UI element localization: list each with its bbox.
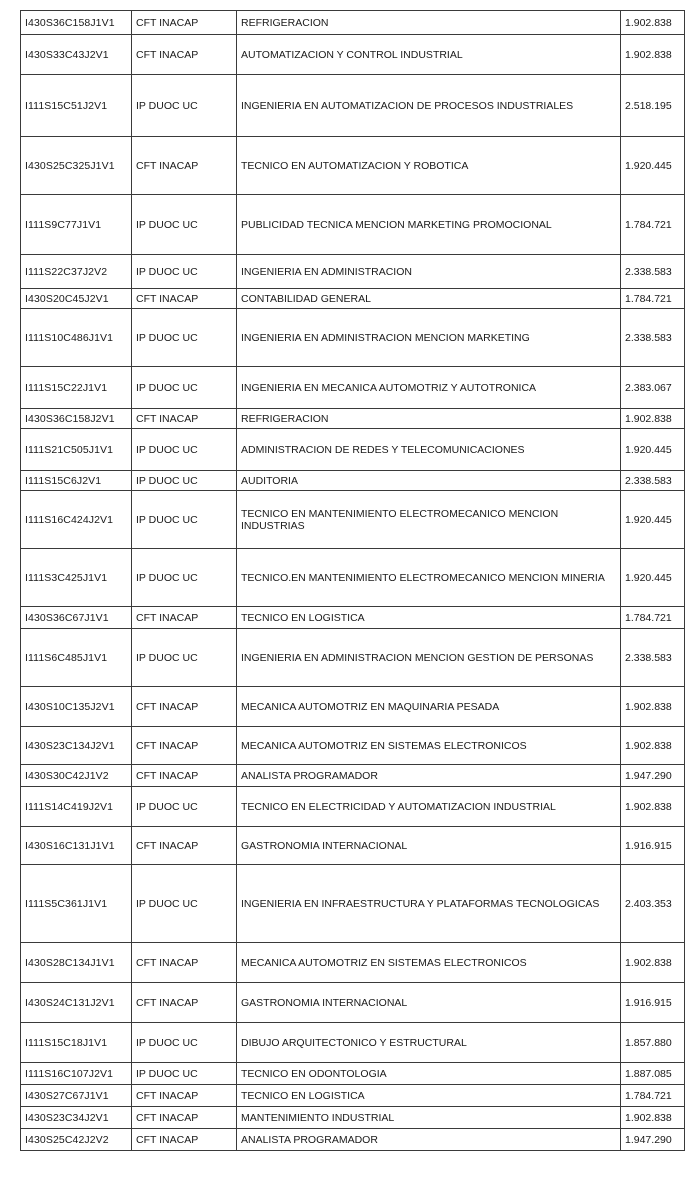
institution: CFT INACAP bbox=[132, 35, 237, 75]
program-code: I430S28C134J1V1 bbox=[21, 943, 132, 983]
institution: IP DUOC UC bbox=[132, 75, 237, 137]
program-name: TECNICO EN LOGISTICA bbox=[237, 607, 621, 629]
program-name: INGENIERIA EN ADMINISTRACION bbox=[237, 255, 621, 289]
institution: IP DUOC UC bbox=[132, 629, 237, 687]
table-row bbox=[21, 1107, 685, 1129]
table-row bbox=[21, 787, 685, 827]
table-row bbox=[21, 429, 685, 471]
table-row bbox=[21, 35, 685, 75]
institution: CFT INACAP bbox=[132, 1085, 237, 1107]
program-name: ADMINISTRACION DE REDES Y TELECOMUNICACIONES bbox=[237, 429, 621, 471]
program-name: PUBLICIDAD TECNICA MENCION MARKETING PROMOCIONAL bbox=[237, 195, 621, 255]
institution: CFT INACAP bbox=[132, 727, 237, 765]
program-value: 2.518.195 bbox=[621, 75, 685, 137]
table-row bbox=[21, 1063, 685, 1085]
program-value: 1.902.838 bbox=[621, 787, 685, 827]
program-value: 1.947.290 bbox=[621, 1129, 685, 1151]
program-code: I111S15C22J1V1 bbox=[21, 367, 132, 409]
program-value: 1.920.445 bbox=[621, 137, 685, 195]
institution: IP DUOC UC bbox=[132, 255, 237, 289]
institution: CFT INACAP bbox=[132, 607, 237, 629]
program-code: I111S9C77J1V1 bbox=[21, 195, 132, 255]
table-row bbox=[21, 1023, 685, 1063]
institution: IP DUOC UC bbox=[132, 195, 237, 255]
table-row bbox=[21, 1129, 685, 1151]
program-value: 1.920.445 bbox=[621, 429, 685, 471]
program-name: MECANICA AUTOMOTRIZ EN SISTEMAS ELECTRONICOS bbox=[237, 943, 621, 983]
program-value: 2.403.353 bbox=[621, 865, 685, 943]
program-code: I111S21C505J1V1 bbox=[21, 429, 132, 471]
program-code: I111S10C486J1V1 bbox=[21, 309, 132, 367]
program-code: I430S30C42J1V2 bbox=[21, 765, 132, 787]
program-table bbox=[20, 10, 685, 1151]
program-name: DIBUJO ARQUITECTONICO Y ESTRUCTURAL bbox=[237, 1023, 621, 1063]
program-value: 1.784.721 bbox=[621, 1085, 685, 1107]
program-name: REFRIGERACION bbox=[237, 11, 621, 35]
program-name: TECNICO EN ODONTOLOGIA bbox=[237, 1063, 621, 1085]
program-code: I430S27C67J1V1 bbox=[21, 1085, 132, 1107]
table-row bbox=[21, 309, 685, 367]
program-value: 1.784.721 bbox=[621, 289, 685, 309]
program-name: INGENIERIA EN ADMINISTRACION MENCION GESTION DE PERSONAS bbox=[237, 629, 621, 687]
program-value: 2.383.067 bbox=[621, 367, 685, 409]
program-name: GASTRONOMIA INTERNACIONAL bbox=[237, 983, 621, 1023]
program-code: I430S23C34J2V1 bbox=[21, 1107, 132, 1129]
program-value: 1.902.838 bbox=[621, 1107, 685, 1129]
table-row bbox=[21, 549, 685, 607]
program-code: I430S20C45J2V1 bbox=[21, 289, 132, 309]
program-code: I430S36C158J2V1 bbox=[21, 409, 132, 429]
table-row bbox=[21, 195, 685, 255]
program-code: I430S25C325J1V1 bbox=[21, 137, 132, 195]
institution: IP DUOC UC bbox=[132, 471, 237, 491]
program-name: ANALISTA PROGRAMADOR bbox=[237, 1129, 621, 1151]
program-name: AUDITORIA bbox=[237, 471, 621, 491]
table-row bbox=[21, 11, 685, 35]
program-value: 1.947.290 bbox=[621, 765, 685, 787]
program-value: 1.902.838 bbox=[621, 35, 685, 75]
institution: IP DUOC UC bbox=[132, 491, 237, 549]
program-name: TECNICO EN LOGISTICA bbox=[237, 1085, 621, 1107]
institution: IP DUOC UC bbox=[132, 367, 237, 409]
program-value: 2.338.583 bbox=[621, 309, 685, 367]
table-row bbox=[21, 137, 685, 195]
program-name: INGENIERIA EN ADMINISTRACION MENCION MARKETING bbox=[237, 309, 621, 367]
table-row bbox=[21, 687, 685, 727]
table-row bbox=[21, 409, 685, 429]
table-row bbox=[21, 827, 685, 865]
table-row bbox=[21, 367, 685, 409]
program-value: 1.920.445 bbox=[621, 491, 685, 549]
institution: CFT INACAP bbox=[132, 983, 237, 1023]
program-code: I430S24C131J2V1 bbox=[21, 983, 132, 1023]
institution: CFT INACAP bbox=[132, 11, 237, 35]
program-name: TECNICO EN ELECTRICIDAD Y AUTOMATIZACION INDUSTRIAL bbox=[237, 787, 621, 827]
institution: CFT INACAP bbox=[132, 687, 237, 727]
table-row bbox=[21, 765, 685, 787]
table-row bbox=[21, 491, 685, 549]
program-code: I430S10C135J2V1 bbox=[21, 687, 132, 727]
institution: CFT INACAP bbox=[132, 409, 237, 429]
program-value: 1.902.838 bbox=[621, 687, 685, 727]
program-value: 1.916.915 bbox=[621, 983, 685, 1023]
institution: CFT INACAP bbox=[132, 1107, 237, 1129]
program-code: I111S16C107J2V1 bbox=[21, 1063, 132, 1085]
table-row bbox=[21, 629, 685, 687]
program-code: I111S22C37J2V2 bbox=[21, 255, 132, 289]
program-code: I430S36C158J1V1 bbox=[21, 11, 132, 35]
program-value: 2.338.583 bbox=[621, 255, 685, 289]
institution: CFT INACAP bbox=[132, 943, 237, 983]
program-name: MECANICA AUTOMOTRIZ EN MAQUINARIA PESADA bbox=[237, 687, 621, 727]
institution: IP DUOC UC bbox=[132, 309, 237, 367]
program-value: 1.902.838 bbox=[621, 943, 685, 983]
program-name: CONTABILIDAD GENERAL bbox=[237, 289, 621, 309]
program-code: I111S15C51J2V1 bbox=[21, 75, 132, 137]
program-code: I111S15C6J2V1 bbox=[21, 471, 132, 491]
program-name: INGENIERIA EN MECANICA AUTOMOTRIZ Y AUTOTRONICA bbox=[237, 367, 621, 409]
program-name: AUTOMATIZACION Y CONTROL INDUSTRIAL bbox=[237, 35, 621, 75]
institution: IP DUOC UC bbox=[132, 787, 237, 827]
program-code: I111S14C419J2V1 bbox=[21, 787, 132, 827]
program-value: 1.902.838 bbox=[621, 11, 685, 35]
program-value: 1.784.721 bbox=[621, 607, 685, 629]
program-name: MECANICA AUTOMOTRIZ EN SISTEMAS ELECTRONICOS bbox=[237, 727, 621, 765]
table-row bbox=[21, 865, 685, 943]
program-code: I430S16C131J1V1 bbox=[21, 827, 132, 865]
program-value: 1.902.838 bbox=[621, 727, 685, 765]
institution: IP DUOC UC bbox=[132, 865, 237, 943]
program-value: 2.338.583 bbox=[621, 471, 685, 491]
program-name: GASTRONOMIA INTERNACIONAL bbox=[237, 827, 621, 865]
program-code: I111S15C18J1V1 bbox=[21, 1023, 132, 1063]
institution: IP DUOC UC bbox=[132, 549, 237, 607]
program-code: I430S25C42J2V2 bbox=[21, 1129, 132, 1151]
program-name: MANTENIMIENTO INDUSTRIAL bbox=[237, 1107, 621, 1129]
institution: CFT INACAP bbox=[132, 765, 237, 787]
table-row bbox=[21, 727, 685, 765]
program-code: I111S16C424J2V1 bbox=[21, 491, 132, 549]
table-row bbox=[21, 983, 685, 1023]
program-name: INGENIERIA EN INFRAESTRUCTURA Y PLATAFORMAS TECNOLOGICAS bbox=[237, 865, 621, 943]
institution: IP DUOC UC bbox=[132, 1063, 237, 1085]
program-name: TECNICO.EN MANTENIMIENTO ELECTROMECANICO MENCION MINERIA bbox=[237, 549, 621, 607]
program-name: ANALISTA PROGRAMADOR bbox=[237, 765, 621, 787]
program-code: I111S5C361J1V1 bbox=[21, 865, 132, 943]
institution: CFT INACAP bbox=[132, 827, 237, 865]
program-code: I430S33C43J2V1 bbox=[21, 35, 132, 75]
table-row bbox=[21, 255, 685, 289]
institution: CFT INACAP bbox=[132, 289, 237, 309]
institution: IP DUOC UC bbox=[132, 429, 237, 471]
table-row bbox=[21, 289, 685, 309]
program-value: 1.887.085 bbox=[621, 1063, 685, 1085]
program-value: 1.916.915 bbox=[621, 827, 685, 865]
table-row bbox=[21, 1085, 685, 1107]
program-value: 1.920.445 bbox=[621, 549, 685, 607]
program-name: INGENIERIA EN AUTOMATIZACION DE PROCESOS INDUSTRIALES bbox=[237, 75, 621, 137]
program-name: REFRIGERACION bbox=[237, 409, 621, 429]
program-name: TECNICO EN MANTENIMIENTO ELECTROMECANICO MENCION INDUSTRIAS bbox=[237, 491, 621, 549]
table-row bbox=[21, 471, 685, 491]
institution: CFT INACAP bbox=[132, 137, 237, 195]
institution: IP DUOC UC bbox=[132, 1023, 237, 1063]
program-value: 1.784.721 bbox=[621, 195, 685, 255]
table-row bbox=[21, 943, 685, 983]
institution: CFT INACAP bbox=[132, 1129, 237, 1151]
table-row bbox=[21, 607, 685, 629]
program-value: 2.338.583 bbox=[621, 629, 685, 687]
program-code: I430S36C67J1V1 bbox=[21, 607, 132, 629]
table-row bbox=[21, 75, 685, 137]
program-value: 1.902.838 bbox=[621, 409, 685, 429]
program-name: TECNICO EN AUTOMATIZACION Y ROBOTICA bbox=[237, 137, 621, 195]
program-code: I111S6C485J1V1 bbox=[21, 629, 132, 687]
program-code: I430S23C134J2V1 bbox=[21, 727, 132, 765]
program-code: I111S3C425J1V1 bbox=[21, 549, 132, 607]
program-value: 1.857.880 bbox=[621, 1023, 685, 1063]
